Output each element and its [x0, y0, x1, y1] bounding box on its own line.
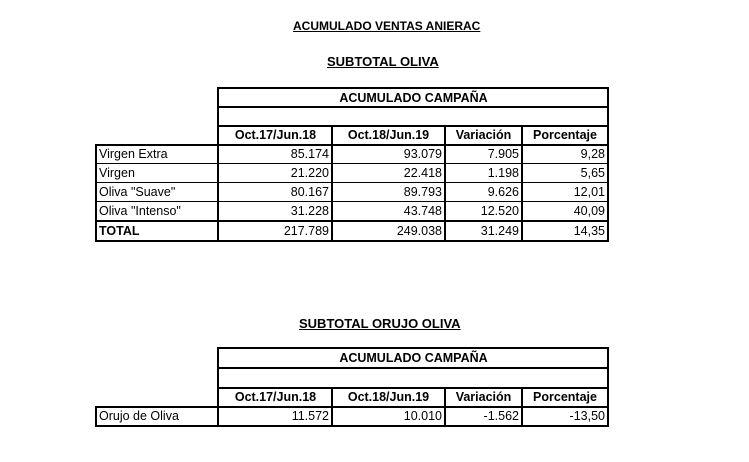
table-cell: 40,09 [573, 204, 605, 219]
table-cell: 85.174 [290, 147, 329, 162]
column-header: Oct.17/Jun.18 [234, 389, 317, 404]
column-header: Oct.18/Jun.19 [347, 389, 430, 404]
grid-line [218, 367, 609, 369]
grid-line [95, 425, 609, 427]
page-title: ACUMULADO VENTAS ANIERAC [293, 19, 481, 33]
total-cell: 217.789 [283, 223, 329, 238]
table-cell: 89.793 [403, 185, 442, 200]
grid-line [95, 406, 609, 408]
table-cell: 12,01 [573, 185, 605, 200]
grid-line [218, 387, 609, 389]
grid-line [95, 144, 609, 146]
grid-line [217, 347, 219, 427]
table-cell: -1.562 [483, 409, 519, 424]
grid-line [444, 387, 446, 427]
grid-line [607, 87, 609, 242]
grid-line [95, 163, 609, 164]
group-header: ACUMULADO CAMPAÑA [339, 90, 488, 105]
grid-line [218, 125, 609, 127]
grid-line [521, 387, 523, 427]
column-header: Variación [455, 127, 512, 142]
table-cell: 80.167 [290, 185, 329, 200]
grid-line [444, 125, 446, 242]
section-orujo-subtitle: SUBTOTAL ORUJO OLIVA [299, 316, 461, 331]
table-cell: 7.905 [487, 147, 519, 162]
grid-line [331, 125, 333, 242]
table-cell: 9.626 [487, 185, 519, 200]
grid-line [95, 220, 609, 222]
total-label: TOTAL [99, 223, 140, 238]
column-header: Porcentaje [533, 127, 597, 142]
table-cell: 21.220 [290, 166, 329, 181]
grid-line [95, 144, 97, 242]
table-cell: 10.010 [403, 409, 442, 424]
grid-line [95, 201, 609, 202]
total-cell: 249.038 [396, 223, 442, 238]
grid-line [218, 347, 609, 349]
row-label: Virgen [99, 166, 135, 181]
grid-line [218, 106, 609, 108]
grid-line [95, 182, 609, 183]
column-header: Oct.18/Jun.19 [347, 127, 430, 142]
grid-line [607, 347, 609, 427]
row-label: Oliva "Intenso" [99, 204, 181, 219]
column-header: Variación [455, 389, 512, 404]
table-cell: 9,28 [580, 147, 605, 162]
grid-line [521, 125, 523, 242]
table-cell: 5,65 [580, 166, 605, 181]
column-header: Oct.17/Jun.18 [234, 127, 317, 142]
table-cell: 93.079 [403, 147, 442, 162]
row-label: Orujo de Oliva [99, 409, 179, 424]
table-cell: 22.418 [403, 166, 442, 181]
grid-line [331, 387, 333, 427]
row-label: Oliva "Suave" [99, 185, 176, 200]
grid-line [95, 240, 609, 242]
table-cell: 31.228 [290, 204, 329, 219]
table-cell: 43.748 [403, 204, 442, 219]
grid-line [217, 87, 219, 242]
grid-line [218, 87, 609, 89]
row-label: Virgen Extra [99, 147, 168, 162]
total-cell: 14,35 [573, 223, 605, 238]
table-cell: 12.520 [480, 204, 519, 219]
table-cell: -13,50 [569, 409, 605, 424]
group-header: ACUMULADO CAMPAÑA [339, 351, 488, 366]
column-header: Porcentaje [533, 389, 597, 404]
table-cell: 1.198 [487, 166, 519, 181]
grid-line [95, 406, 97, 427]
total-cell: 31.249 [480, 223, 519, 238]
section-oliva-subtitle: SUBTOTAL OLIVA [327, 54, 439, 69]
table-cell: 11.572 [291, 409, 329, 424]
